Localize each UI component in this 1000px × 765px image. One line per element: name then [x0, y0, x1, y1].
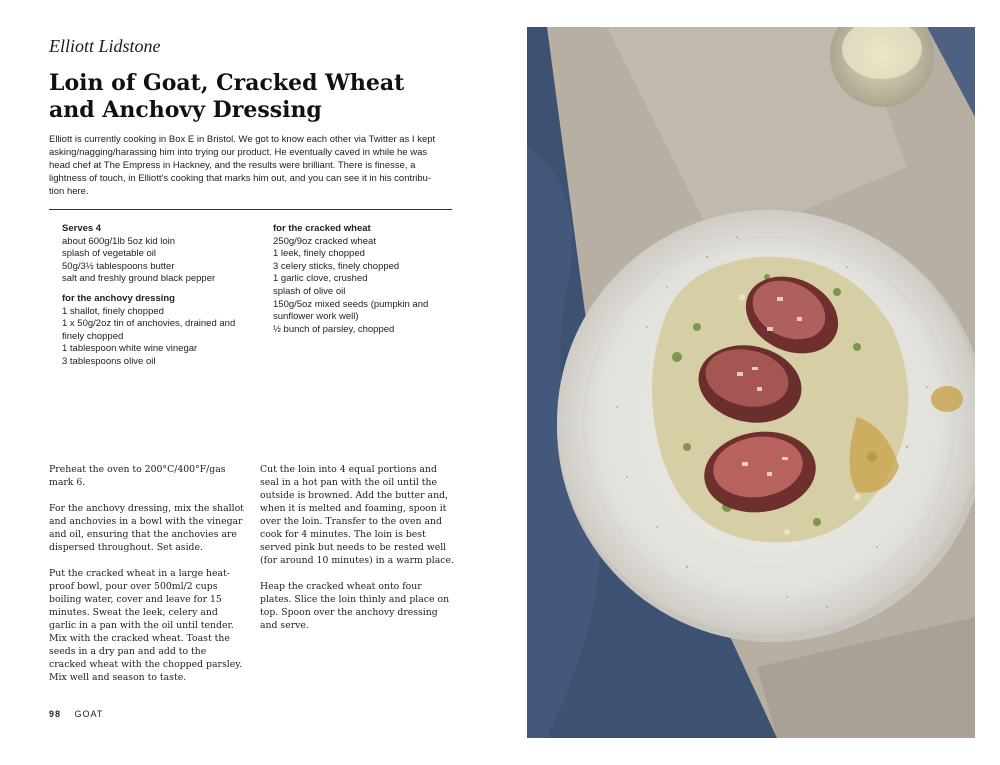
method-step: For the anchovy dressing, mix the shallot and anchovies in a bowl with the vinegar and oil, ensuring that the anchovies are dispersed throughout. Set aside. [49, 503, 244, 553]
dish-photo [527, 27, 975, 738]
method-step: Put the cracked wheat in a large heat-proof bowl, pour over 500ml/2 cups boiling water, cover and leave for 15 minutes. Sweat the leek, celery and garlic in a pan with the oil until tender. Mix with the cracked wheat. Toast the seeds in a dry pan and add to the cracked wheat with the chopped parsley. Mix well and season to taste. [49, 568, 243, 683]
recipe-title [49, 70, 479, 124]
ingredient-item: 1 x 50g/2oz tin of anchovies, drained and [62, 318, 236, 330]
anchovy-dressing-heading: for the anchovy dressing [62, 292, 175, 304]
serves-heading: Serves 4 [62, 223, 102, 234]
ingredient-item: 3 tablespoons olive oil [62, 355, 156, 367]
dish-photo-illustration [527, 27, 975, 738]
ingredient-item: 50g/3½ tablespoons butter [62, 260, 175, 272]
page-number: 98 [49, 709, 62, 719]
divider-rule [49, 209, 452, 210]
ingredient-item: splash of olive oil [273, 285, 346, 297]
ingredient-item: splash of vegetable oil [62, 248, 157, 260]
ingredient-item: 150g/5oz mixed seeds (pumpkin and [273, 298, 429, 310]
intro-line: tion here. [49, 186, 89, 197]
ingredient-item: 1 garlic clove, crushed [273, 273, 368, 285]
intro-line: asking/nagging/harassing him into trying our product. He eventually caved in while he was [49, 147, 428, 158]
page-footer [49, 709, 103, 719]
ingredient-item: about 600g/1lb 5oz kid loin [62, 235, 176, 247]
method-step: Heap the cracked wheat onto four plates. Slice the loin thinly and place on top. Spoon over the anchovy dressing and serve. [260, 581, 450, 631]
ingredient-item: 1 tablespoon white wine vinegar [62, 343, 198, 355]
ingredient-item: ½ bunch of parsley, chopped [273, 323, 395, 335]
chef-name: Elliott Lidstone [49, 36, 161, 56]
intro-line: lightness of touch, in Elliott’s cooking that marks him out, and you can see it in his contribu- [49, 173, 432, 184]
ingredient-item: 250g/9oz cracked wheat [273, 235, 376, 247]
intro-line: head chef at The Empress in Hackney, and the results were brilliant. There is finesse, a [49, 160, 416, 171]
ingredient-item: 1 shallot, finely chopped [62, 305, 164, 317]
method-step: Preheat the oven to 200°C/400°F/gas mark 6. [49, 464, 226, 488]
ingredients-left-column [62, 223, 252, 369]
intro-paragraph [49, 133, 449, 198]
ingredient-item: 1 leek, finely chopped [273, 248, 365, 260]
cracked-wheat-heading: for the cracked wheat [273, 223, 371, 234]
method-step: Cut the loin into 4 equal portions and seal in a hot pan with the oil until the outside is browned. Add the butter and, when it is melted and foaming, spoon it over the loin. Transfer to the oven and cook for 4 minutes. The loin is best served pink but needs to be rested well (for around 10 minutes) in a warm place. [260, 464, 454, 566]
recipe-title-line-1: Loin of Goat, Cracked Wheat [49, 70, 405, 96]
ingredient-item: salt and freshly ground black pepper [62, 273, 216, 285]
ingredient-item: finely chopped [62, 330, 124, 342]
ingredient-item: 3 celery sticks, finely chopped [273, 260, 400, 272]
ingredient-item: sunflower work well) [273, 311, 359, 323]
intro-line: Elliott is currently cooking in Box E in Bristol. We got to know each other via Twitter as I kept [49, 134, 436, 145]
recipe-title-line-2: and Anchovy Dressing [49, 97, 322, 123]
section-name: GOAT [74, 709, 104, 719]
method-left-column [49, 463, 244, 697]
method-right-column [260, 463, 455, 645]
ingredients-right-column [273, 223, 448, 336]
